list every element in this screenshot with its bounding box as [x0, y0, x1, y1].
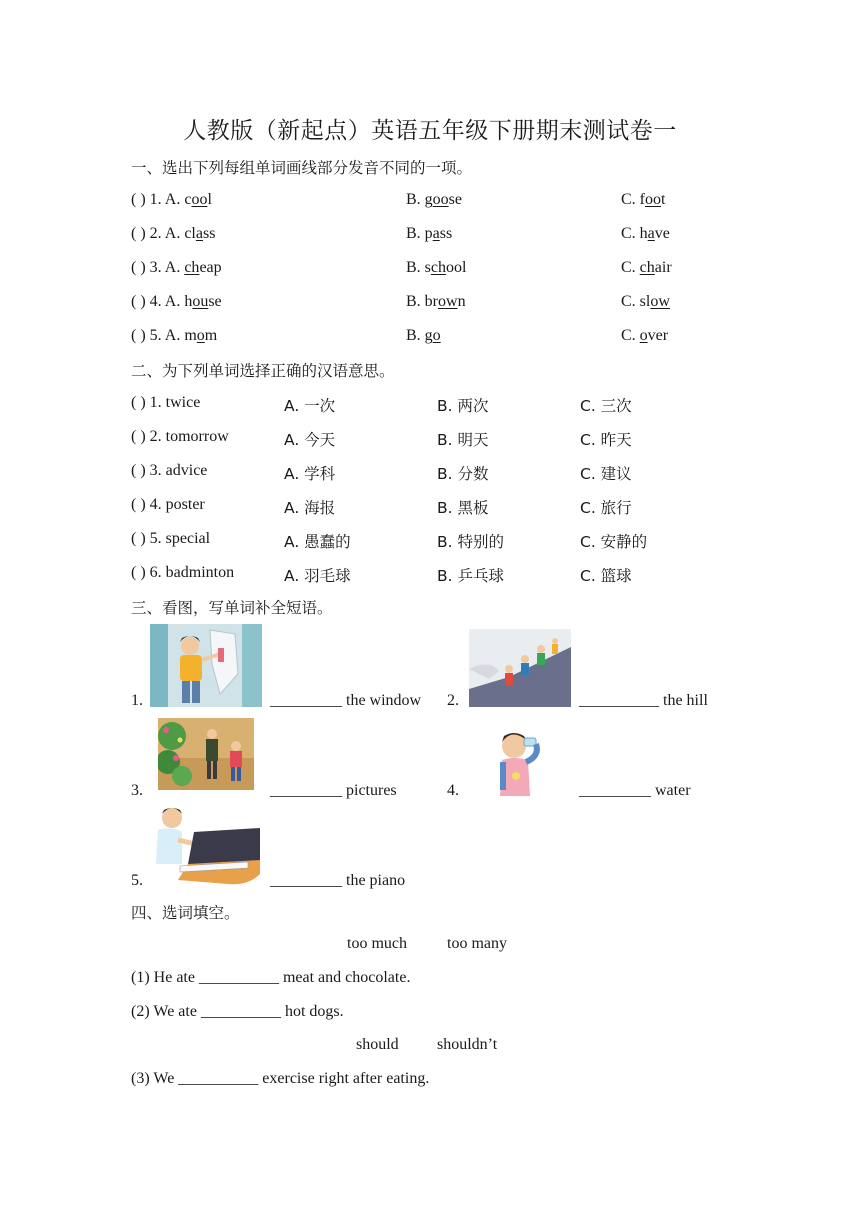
- fill-question-3: (3) We __________ exercise right after eating.: [131, 1070, 430, 1087]
- part3-number: 5.: [131, 872, 143, 889]
- word-option: should: [356, 1036, 399, 1053]
- part1-item-2-option-c: [621, 225, 670, 243]
- part3-phrase: __________ the hill: [579, 692, 708, 709]
- part1-item-3-option-c: [621, 259, 672, 277]
- part2-option-b: B. 两次: [437, 397, 489, 415]
- fill-question-2: (2) We ate __________ hot dogs.: [131, 1003, 344, 1020]
- part1-item-5-option-b: [406, 327, 441, 345]
- word-part: c: [184, 191, 192, 208]
- word-part: m: [184, 327, 197, 344]
- word-part: se: [448, 191, 462, 208]
- part2-option-a: A. 愚蠢的: [284, 533, 351, 551]
- word-part: B. s: [406, 259, 431, 276]
- word-part: ve: [654, 225, 670, 242]
- part1-item-1: [131, 191, 212, 209]
- fill-question-1: (1) He ate __________ meat and chocolate.: [131, 969, 411, 986]
- word-part: t: [661, 191, 666, 208]
- part3-number: 3.: [131, 782, 143, 799]
- word-part: ool: [446, 259, 467, 276]
- part2-option-a: A. 今天: [284, 431, 336, 449]
- part3-number: 1.: [131, 692, 143, 709]
- underlined-letters: ow: [650, 293, 670, 310]
- underlined-letters: oo: [645, 191, 661, 208]
- item-number: ( ) 3. A.: [131, 259, 185, 276]
- part2-word: ( ) 5. special: [131, 530, 211, 547]
- underlined-letters: a: [647, 225, 655, 242]
- word-part: eap: [199, 259, 222, 276]
- section-3-heading: 三、看图，写单词补全短语。: [131, 599, 333, 617]
- word-part: l: [207, 191, 212, 208]
- part2-word: ( ) 3. advice: [131, 462, 208, 479]
- part2-option-a: A. 海报: [284, 499, 336, 517]
- part2-option-c: C. 建议: [580, 465, 632, 483]
- word-part: ss: [439, 225, 453, 242]
- word-part: C.: [621, 259, 640, 276]
- word-part: se: [208, 293, 222, 310]
- drinking-water-picture: [490, 726, 548, 797]
- part1-item-1-option-b: [406, 191, 462, 209]
- part1-item-1-option-c: [621, 191, 665, 209]
- part2-option-c: C. 昨天: [580, 431, 632, 449]
- underlined-letters: ch: [430, 259, 447, 276]
- part1-item-5-option-c: [621, 327, 668, 345]
- section-4-heading: 四、选词填空。: [131, 904, 240, 922]
- word-option: shouldn’t: [437, 1036, 498, 1053]
- underlined-letters: o: [196, 327, 205, 344]
- part2-word: ( ) 4. poster: [131, 496, 205, 513]
- part2-word: ( ) 1. twice: [131, 394, 201, 411]
- part3-phrase: _________ pictures: [270, 782, 397, 799]
- word-part: ver: [647, 327, 669, 344]
- word-part: C. sl: [621, 293, 651, 310]
- part1-item-5: [131, 327, 217, 345]
- item-number: ( ) 2. A.: [131, 225, 185, 242]
- part2-option-c: C. 三次: [580, 397, 632, 415]
- page-title: 人教版（新起点）英语五年级下册期末测试卷一: [183, 118, 677, 143]
- word-part: C. h: [621, 225, 648, 242]
- underlined-letters: ou: [192, 293, 209, 310]
- part2-option-a: A. 羽毛球: [284, 567, 351, 585]
- section-2-heading: 二、为下列单词选择正确的汉语意思。: [131, 362, 395, 380]
- underlined-letters: oo: [432, 191, 449, 208]
- part1-item-3-option-b: [406, 259, 466, 277]
- part2-option-b: B. 明天: [437, 431, 489, 449]
- word-option: too much: [347, 935, 407, 952]
- word-part: B. p: [406, 225, 433, 242]
- section-1-heading: 一、选出下列每组单词画线部分发音不同的一项。: [131, 159, 473, 177]
- underlined-letters: o: [432, 327, 441, 344]
- item-number: ( ) 1. A.: [131, 191, 185, 208]
- word-part: C. f: [621, 191, 645, 208]
- part2-option-b: B. 乒乓球: [437, 567, 504, 585]
- underlined-letters: a: [195, 225, 203, 242]
- part1-item-4-option-b: [406, 293, 466, 311]
- word-part: C.: [621, 327, 640, 344]
- part2-option-b: B. 黑板: [437, 499, 489, 517]
- word-option: too many: [447, 935, 507, 952]
- underlined-letters: ow: [438, 293, 458, 310]
- part1-item-2: [131, 225, 215, 243]
- item-number: ( ) 4. A.: [131, 293, 185, 310]
- part3-phrase: _________ the piano: [270, 872, 406, 889]
- underlined-letters: a: [432, 225, 440, 242]
- part2-option-b: B. 分数: [437, 465, 489, 483]
- word-part: B. g: [406, 327, 433, 344]
- word-part: m: [204, 327, 218, 344]
- part2-option-c: C. 篮球: [580, 567, 632, 585]
- underlined-letters: ch: [184, 259, 200, 276]
- part3-number: 4.: [447, 782, 459, 799]
- part2-option-a: A. 一次: [284, 397, 336, 415]
- underlined-letters: ch: [639, 259, 655, 276]
- word-part: B. br: [406, 293, 438, 310]
- cleaning-window-picture: [150, 624, 262, 707]
- part3-phrase: _________ water: [579, 782, 691, 799]
- playing-piano-picture: [148, 802, 262, 888]
- part1-item-2-option-b: [406, 225, 452, 243]
- part2-word: ( ) 6. badminton: [131, 564, 235, 581]
- item-number: ( ) 5. A.: [131, 327, 185, 344]
- part1-item-4: [131, 293, 222, 311]
- word-part: ss: [202, 225, 216, 242]
- taking-pictures-picture: [158, 718, 254, 790]
- part2-option-c: C. 旅行: [580, 499, 632, 517]
- part3-number: 2.: [447, 692, 459, 709]
- part2-option-b: B. 特别的: [437, 533, 504, 551]
- part3-phrase: _________ the window: [270, 692, 422, 709]
- underlined-letters: o: [639, 327, 648, 344]
- word-part: air: [654, 259, 672, 276]
- part1-item-3: [131, 259, 222, 277]
- climbing-hill-picture: [469, 629, 571, 707]
- part2-word: ( ) 2. tomorrow: [131, 428, 229, 445]
- word-part: h: [184, 293, 193, 310]
- underlined-letters: oo: [191, 191, 208, 208]
- word-part: B. g: [406, 191, 433, 208]
- part2-option-c: C. 安静的: [580, 533, 648, 551]
- part1-item-4-option-c: [621, 293, 670, 311]
- word-part: cl: [184, 225, 196, 242]
- part2-option-a: A. 学科: [284, 465, 336, 483]
- word-part: n: [457, 293, 466, 310]
